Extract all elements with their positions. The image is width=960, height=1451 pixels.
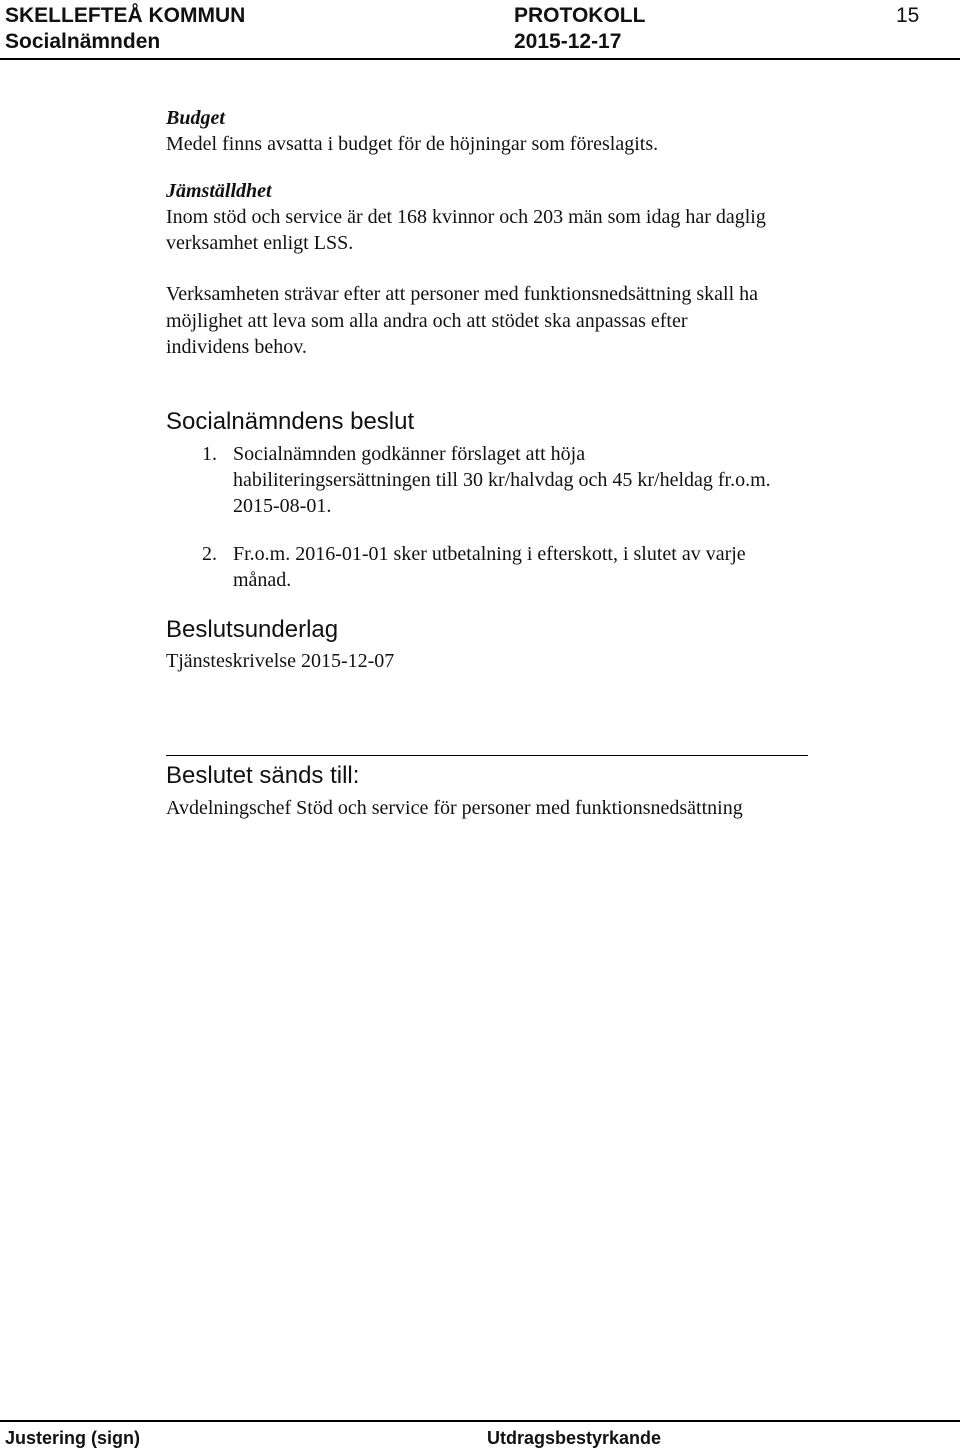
footer-rule — [0, 1420, 960, 1422]
sands-heading: Beslutet sänds till: — [166, 762, 360, 789]
budget-text: Medel finns avsatta i budget för de höjningar som föreslagits. — [166, 133, 659, 155]
sands-text: Avdelningschef Stöd och service för personer med funktionsnedsättning — [166, 797, 743, 819]
beslut-item-1-line-3: 2015-08-01. — [233, 495, 332, 517]
verksamhet-line-1: Verksamheten strävar efter att personer med funktionsnedsättning skall ha — [166, 283, 759, 305]
verksamhet-line-2: möjlighet att leva som alla andra och att stödet ska anpassas efter — [166, 310, 688, 332]
beslut-item-1-line-2: habiliteringsersättningen till 30 kr/halvdag och 45 kr/heldag fr.o.m. — [233, 469, 771, 491]
beslut-item-1-line-1: Socialnämnden godkänner förslaget att höja — [233, 443, 586, 465]
verksamhet-line-3: individens behov. — [166, 336, 307, 358]
footer-justering: Justering (sign) — [5, 1428, 141, 1448]
document-type: PROTOKOLL — [514, 4, 646, 27]
jamstalldhet-line-1: Inom stöd och service är det 168 kvinnor och 203 män som idag har daglig — [166, 206, 766, 228]
beslut-item-2-line-2: månad. — [233, 569, 292, 591]
header-rule — [0, 58, 960, 60]
footer-utdragsbestyrkande: Utdragsbestyrkande — [487, 1428, 662, 1448]
beslut-heading: Socialnämndens beslut — [166, 408, 415, 435]
underlag-text: Tjänsteskrivelse 2015-12-07 — [166, 650, 395, 672]
budget-heading: Budget — [166, 107, 225, 129]
separator-line — [166, 755, 808, 756]
beslut-item-1-number: 1. — [202, 443, 217, 465]
jamstalldhet-line-2: verksamhet enligt LSS. — [166, 232, 354, 254]
underlag-heading: Beslutsunderlag — [166, 616, 339, 643]
beslut-item-2-line-1: Fr.o.m. 2016-01-01 sker utbetalning i efterskott, i slutet av varje — [233, 543, 746, 565]
page-number: 15 — [896, 4, 920, 27]
committee-name: Socialnämnden — [5, 30, 161, 53]
meeting-date: 2015-12-17 — [514, 30, 622, 53]
jamstalldhet-heading: Jämställdhet — [166, 180, 272, 202]
beslut-item-2-number: 2. — [202, 543, 217, 565]
org-name: SKELLEFTEÅ KOMMUN — [5, 4, 246, 27]
